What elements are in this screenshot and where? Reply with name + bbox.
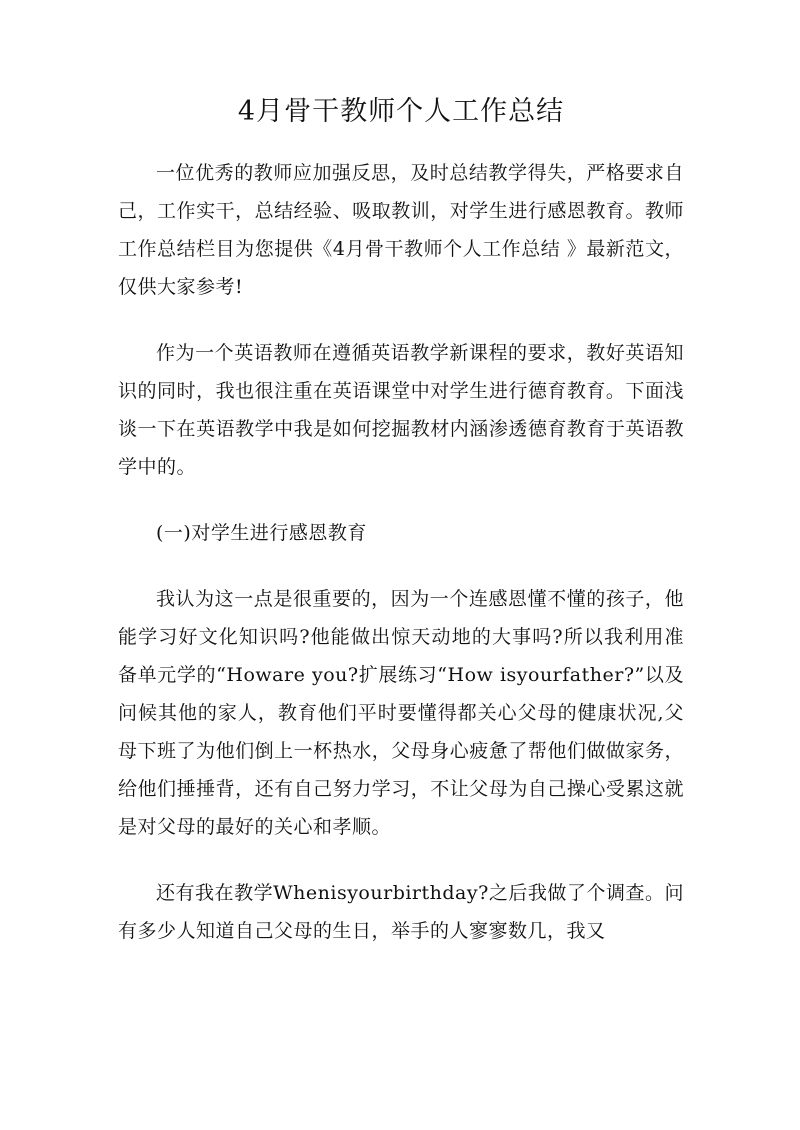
section-paragraph: 我认为这一点是很重要的，因为一个连感恩懂不懂的孩子，他能学习好文化知识吗?他能做出惊天动地的大事吗?所以我利用准备单元学的“Howare you?扩展练习“How isyourfather?”以及问候其他的家人，教育他们平时要懂得都关心父母的健康状况,父母下班了为他们倒上一杯热水，父母身心疲惫了帮他们做做家务，给他们捶捶背，还有自己努力学习，不让父母为自己操心受累这就是对父母的最好的关心和孝顺。 (118, 588, 684, 838)
section-paragraph: 还有我在教学Whenisyourbirthday?之后我做了个调查。问有多少人知道自己父母的生日，举手的人寥寥数几，我又 (118, 882, 684, 942)
intro-paragraph: 一位优秀的教师应加强反思，及时总结教学得失，严格要求自己，工作实干，总结经验、吸取教训，对学生进行感恩教育。教师工作总结栏目为您提供《4月骨干教师个人工作总结 》最新范文，仅供大家参考! (118, 162, 684, 298)
section-heading: (一)对学生进行感恩教育 (156, 522, 367, 544)
document-title: 4月骨干教师个人工作总结 (237, 96, 565, 127)
body-paragraph: 作为一个英语教师在遵循英语教学新课程的要求，教好英语知识的同时，我也很注重在英语课堂中对学生进行德育教育。下面浅谈一下在英语教学中我是如何挖掘教材内涵渗透德育教育于英语教学中的。 (118, 342, 684, 478)
document-page (118, 92, 684, 978)
